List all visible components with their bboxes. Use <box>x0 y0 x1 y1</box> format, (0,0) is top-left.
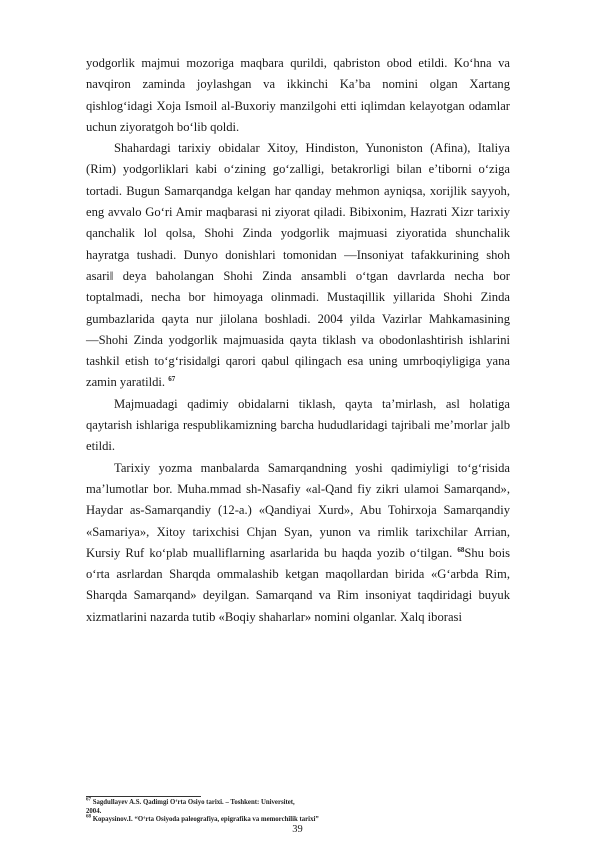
footnote-number: 68 <box>86 814 91 820</box>
footnote-text: Sagdullayev A.S. Qadimgi O‘rta Osiyo tarixi. – Toshkent: Universitet, <box>92 799 295 806</box>
paragraph-4-text-after-ref: Shu bois o‘rta asrlardan Sharqda ommalashib ketgan maqollardan birida «G‘arbda Rim, Sharqda Samarqand» deyilgan. Samarqand va Rim insoniyat taqdiridagi buyuk xizmatlarini nazarda tutib «Boqiy shaharlar» nomini olganlar. Xalq iborasi <box>86 545 510 624</box>
paragraph-2-text: Shahardagi tarixiy obidalar Xitoy, Hindiston, Yunoniston (Afina), Italiya (Rim) yodgorliklari kabi o‘zining go‘zalligi, betakrorligi bilan e’tiborni o‘ziga tortadi. Bugun Samarqandga kelgan har qanday mehmon ayniqsa, xorijlik sayyoh, eng avvalo Go‘ri Amir maqbarasi ni ziyorat qiladi. Bibixonim, Hazrati Xizr tarixiy qanchalik lol qolsa, Shohi Zinda yodgorlik majmuasi ziyoratida shunchalik hayratga tushadi. Dunyo donishlari tomonidan ―Insoniyat tafakkurining shoh asari‖ deya baholangan Shohi Zinda ansambli o‘tgan davrlarda necha bor toptalmadi, necha bor himoyaga olinmadi. Mustaqillik yillarida Shohi Zinda gumbazlarida qayta nur jilolana boshladi. 2004 yilda Vazirlar Mahkamasining ―Shohi Zinda yodgorlik majmuasida qayta tiklash va obodonlashtirish ishlarini tashkil etish to‘g‘risida‖gi qarori qabul qilingach esa uning umrboqiyligiga yana zamin yaratildi. <box>86 141 510 390</box>
paragraph-3 <box>86 394 510 458</box>
footnote-text-continued: 2004. <box>86 807 102 815</box>
footnote-text: Kopaysinov.I. “O‘rta Osiyoda paleografiya, epigrafika va memorchilik tarixi” <box>92 816 319 824</box>
paragraph-4 <box>86 458 510 628</box>
footnotes <box>86 799 516 825</box>
footnote-ref-68[interactable]: 68 <box>457 545 465 554</box>
page-number: 39 <box>292 824 303 835</box>
footnote-ref-67[interactable]: 67 <box>168 375 176 384</box>
footnote-67 <box>86 799 516 816</box>
footnote-divider <box>86 796 201 797</box>
paragraph-1 <box>86 53 510 138</box>
paragraph-3-text: Majmuadagi qadimiy obidalarni tiklash, qayta ta’mirlash, asl holatiga qaytarish ishlariga respublikamizning barcha hududlaridagi tajribali me’morlar jalb etildi. <box>86 396 510 454</box>
body-text <box>86 53 510 628</box>
paragraph-4-text-before-ref: Tarixiy yozma manbalarda Samarqandning yoshi qadimiyligi to‘g‘risida ma’lumotlar bor. Muha.mmad sh-Nasafiy «al-Qand fiy zikri ulamoi Samarqand», Haydar as-Samarqandiy (12-a.) «Qandiyai Xurd», Abu Tohirxoja Samarqandiy «Samariya», Xitoy tarixchisi Chjan Syan, yunon va rimlik tarixchilar Arrian, Kursiy Ruf ko‘plab mualliflarning asarlarida bu haqda yozib o‘tilgan. <box>86 460 510 560</box>
footnote-number: 67 <box>86 797 91 803</box>
paragraph-2 <box>86 138 510 394</box>
paragraph-1-text: yodgorlik majmui mozoriga maqbara qurildi, qabriston obod etildi. Ko‘hna va navqiron zaminda joylashgan va ikkinchi Ka’ba nomini olgan Xartang qishlog‘idagi Xoja Ismoil al-Buxoriy manzilgohi etti iqlimdan kelayotgan odamlar uchun ziyoratgoh bo‘lib qoldi. <box>86 56 510 134</box>
